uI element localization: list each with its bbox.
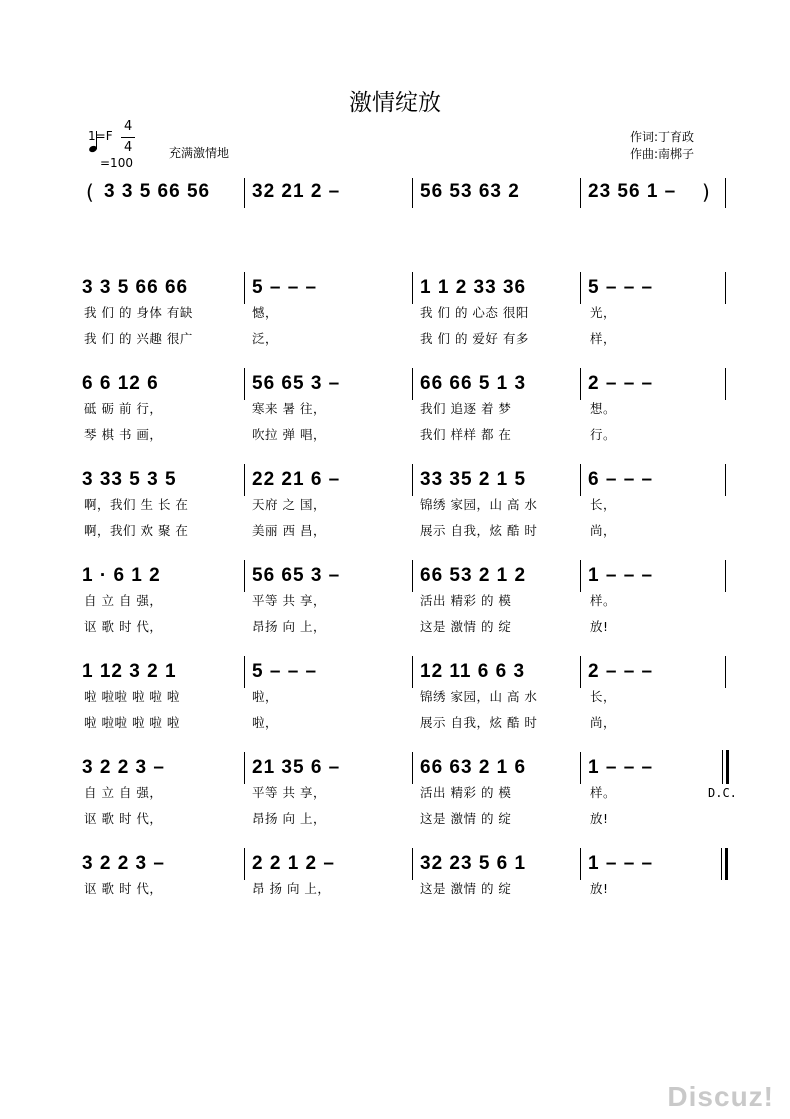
barline (725, 178, 726, 208)
lyric-verse-2: 展示 自我，炫 酷 时 (420, 523, 538, 538)
measure-3: 66 63 2 1 6 (420, 757, 527, 778)
lyric-verse-1: 平等 共 享， (252, 785, 326, 800)
barline (412, 464, 413, 496)
lyric-verse-1: 我 们 的 心态 很阳 (420, 305, 529, 320)
lyric-verse-2: 放! (590, 811, 609, 826)
lyric-verse-2: 这是 激情 的 绽 (420, 619, 512, 634)
lyric-verse-1: 啦， (252, 689, 279, 704)
lyric-verse-2: 尚， (590, 715, 617, 730)
measure-2: 56 65 3 – (252, 373, 341, 394)
measure-3: 66 53 2 1 2 (420, 565, 527, 586)
lyric-verse-2: 我 们 的 兴趣 很广 (84, 331, 193, 346)
time-signature-top: 4 (124, 119, 133, 134)
lyric-verse-2: 吹拉 弹 唱， (252, 427, 326, 442)
barline (580, 560, 581, 592)
barline (580, 752, 581, 784)
music-system-1 (0, 268, 790, 378)
lyric-verse-1: 昂 扬 向 上， (252, 881, 331, 896)
measure-2: 56 65 3 – (252, 565, 341, 586)
music-system-3 (0, 460, 790, 570)
double-barline-thin (722, 750, 723, 784)
lyric-verse-2: 美丽 西 昌， (252, 523, 326, 538)
key-signature: 1=F (88, 129, 113, 143)
barline (412, 178, 413, 208)
lyric-verse-2: 尚， (590, 523, 617, 538)
barline (412, 272, 413, 304)
lyric-verse-2: 展示 自我，炫 酷 时 (420, 715, 538, 730)
lyric-verse-1: 长， (590, 689, 617, 704)
barline (412, 656, 413, 688)
music-system-4 (0, 556, 790, 666)
measure-2: 2 2 1 2 – (252, 853, 335, 874)
lyric-verse-1: 长， (590, 497, 617, 512)
barline (244, 656, 245, 688)
measure-3: 33 35 2 1 5 (420, 469, 527, 490)
lyric-verse-2: 我们 样样 都 在 (420, 427, 512, 442)
barline (244, 560, 245, 592)
intro-open-paren: ( (86, 180, 94, 204)
barline (725, 560, 726, 592)
double-barline-thick (726, 750, 729, 784)
barline (725, 464, 726, 496)
lyric-verse-1: 憾， (252, 305, 279, 320)
quarter-note-head-icon (88, 145, 98, 153)
measure-4: 1 – – – (588, 853, 654, 874)
lyric-verse-1: 天府 之 国， (252, 497, 326, 512)
tempo-marking: =100 (100, 156, 133, 170)
measure-3: 66 66 5 1 3 (420, 373, 527, 394)
barline (412, 848, 413, 880)
barline (580, 656, 581, 688)
barline (580, 272, 581, 304)
lyric-verse-1: 自 立 自 强， (84, 785, 163, 800)
lyric-verse-2: 放! (590, 619, 609, 634)
lyric-verse-1: 放! (590, 881, 609, 896)
lyric-verse-2: 我 们 的 爱好 有多 (420, 331, 529, 346)
barline (244, 752, 245, 784)
barline (580, 464, 581, 496)
measure-1: 1 12 3 2 1 (82, 661, 177, 682)
expression-marking: 充满激情地 (169, 146, 230, 160)
composer-credit: 作曲:南梆子 (630, 147, 695, 161)
intro-system (0, 172, 790, 282)
lyric-verse-1: 这是 激情 的 绽 (420, 881, 512, 896)
measure-1: 3 3 5 66 66 (82, 277, 189, 298)
lyric-verse-1: 活出 精彩 的 模 (420, 785, 512, 800)
lyric-verse-2: 讴 歌 时 代， (84, 811, 163, 826)
barline (412, 560, 413, 592)
lyric-verse-1: 讴 歌 时 代， (84, 881, 163, 896)
lyric-verse-2: 讴 歌 时 代， (84, 619, 163, 634)
lyric-verse-1: 样。 (590, 785, 617, 800)
forum-watermark: Discuz! (667, 1081, 774, 1112)
barline (244, 368, 245, 400)
measure-3: 12 11 6 6 3 (420, 661, 526, 682)
measure-4: 6 – – – (588, 469, 654, 490)
lyric-verse-1: 活出 精彩 的 模 (420, 593, 512, 608)
intro-measure-3: 56 53 63 2 (420, 181, 520, 202)
time-signature-bottom: 4 (124, 140, 133, 155)
lyric-verse-1: 寒来 暑 往， (252, 401, 326, 416)
measure-4: 1 – – – (588, 757, 654, 778)
measure-1: 6 6 12 6 (82, 373, 159, 394)
music-system-2 (0, 364, 790, 474)
barline (580, 848, 581, 880)
lyric-verse-1: 锦绣 家园，山 高 水 (420, 689, 538, 704)
lyric-verse-1: 样。 (590, 593, 617, 608)
lyric-verse-1: 自 立 自 强， (84, 593, 163, 608)
lyric-verse-2: 这是 激情 的 绽 (420, 811, 512, 826)
measure-2: 5 – – – (252, 277, 318, 298)
measure-3: 1 1 2 33 36 (420, 277, 527, 298)
barline (412, 368, 413, 400)
intro-measure-4: 23 56 1 – (588, 181, 677, 202)
lyricist-credit: 作词:丁育政 (630, 130, 695, 144)
measure-3: 32 23 5 6 1 (420, 853, 527, 874)
barline (580, 178, 581, 208)
barline (244, 848, 245, 880)
lyric-verse-2: 啦， (252, 715, 279, 730)
barline (725, 656, 726, 688)
lyric-verse-1: 啦 啦啦 啦 啦 啦 (84, 689, 180, 704)
intro-close-paren: ) (702, 180, 710, 204)
barline (725, 272, 726, 304)
barline (244, 464, 245, 496)
lyric-verse-1: 平等 共 享， (252, 593, 326, 608)
music-system-7 (0, 844, 790, 954)
measure-4: 5 – – – (588, 277, 654, 298)
music-system-6 (0, 748, 790, 858)
measure-1: 3 33 5 3 5 (82, 469, 177, 490)
lyric-verse-1: 我 们 的 身体 有缺 (84, 305, 193, 320)
measure-2: 21 35 6 – (252, 757, 341, 778)
lyric-verse-2: 昂扬 向 上， (252, 811, 326, 826)
lyric-verse-1: 我们 追逐 着 梦 (420, 401, 512, 416)
barline (412, 752, 413, 784)
measure-4: 2 – – – (588, 373, 654, 394)
final-barline-thick (725, 848, 728, 880)
lyric-verse-2: 泛， (252, 331, 279, 346)
intro-measure-2: 32 21 2 – (252, 181, 341, 202)
barline (580, 368, 581, 400)
measure-1: 3 2 2 3 – (82, 757, 165, 778)
lyric-verse-1: 想。 (590, 401, 617, 416)
measure-4: 1 – – – (588, 565, 654, 586)
lyric-verse-2: 行。 (590, 427, 617, 442)
measure-4: 2 – – – (588, 661, 654, 682)
lyric-verse-2: 昂扬 向 上， (252, 619, 326, 634)
song-title: 激情绽放 (349, 90, 441, 116)
barline (244, 272, 245, 304)
lyric-verse-2: 样， (590, 331, 617, 346)
lyric-verse-1: 砥 砺 前 行， (84, 401, 163, 416)
lyric-verse-1: 光， (590, 305, 617, 320)
intro-measure-1: 3 3 5 66 56 (104, 181, 211, 202)
final-barline-thin (721, 848, 722, 880)
lyric-verse-2: 啦 啦啦 啦 啦 啦 (84, 715, 180, 730)
lyric-verse-1: 锦绣 家园，山 高 水 (420, 497, 538, 512)
lyric-verse-2: 琴 棋 书 画， (84, 427, 163, 442)
music-system-5 (0, 652, 790, 762)
measure-2: 5 – – – (252, 661, 318, 682)
time-signature-divider (121, 137, 135, 138)
barline (725, 368, 726, 400)
measure-2: 22 21 6 – (252, 469, 341, 490)
lyric-verse-2: 啊，我们 欢 聚 在 (84, 523, 189, 538)
lyric-verse-1: 啊，我们 生 长 在 (84, 497, 189, 512)
da-capo-mark: D.C. (708, 786, 737, 800)
measure-1: 1 · 6 1 2 (82, 565, 161, 586)
barline (244, 178, 245, 208)
measure-1: 3 2 2 3 – (82, 853, 165, 874)
